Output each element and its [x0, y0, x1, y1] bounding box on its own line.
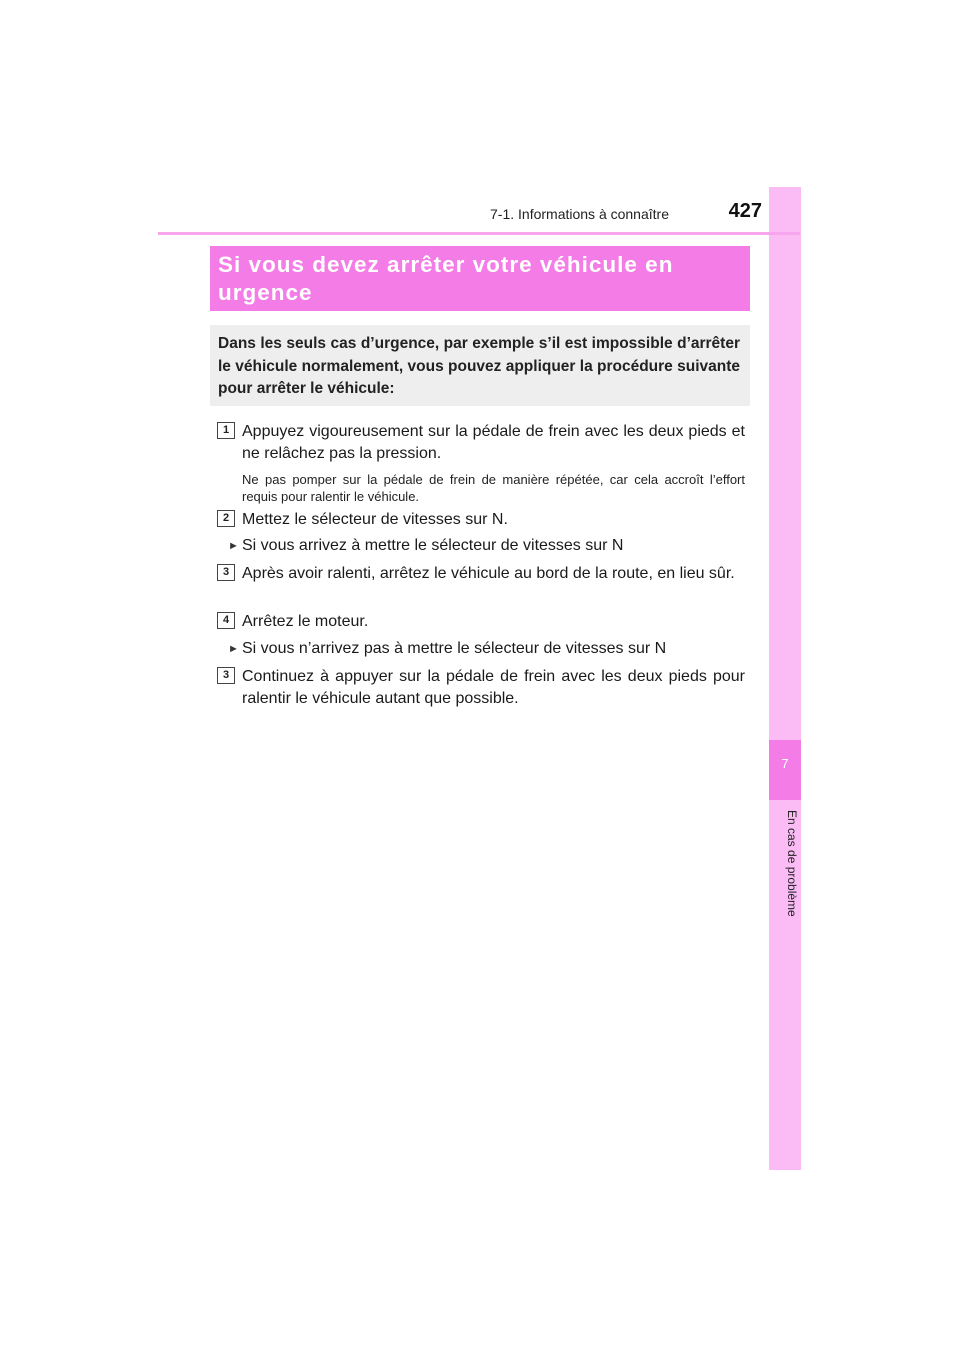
step-badge-3b: 3 — [217, 667, 235, 684]
case-a-heading: Si vous arrivez à mettre le sélecteur de vitesses sur N — [242, 537, 624, 554]
step-badge-3: 3 — [217, 564, 235, 581]
step-badge-2: 2 — [217, 510, 235, 527]
header-divider — [158, 232, 800, 235]
chapter-title: En cas de problème — [785, 810, 799, 917]
step-badge-1: 1 — [217, 422, 235, 439]
step-1-note: Ne pas pomper sur la pédale de frein de manière répétée, car cela accroît l’effort requis pour ralentir le véhicule. — [242, 472, 745, 504]
chapter-number: 7 — [781, 756, 789, 771]
section-title-line-1: Si vous devez arrêter votre véhicule en — [218, 252, 674, 277]
step-3b-text: Continuez à appuyer sur la pédale de frein avec les deux pieds pour ralentir le véhicule autant que possible. — [242, 668, 745, 707]
section-title-box — [210, 246, 750, 311]
step-3-text: Après avoir ralenti, arrêtez le véhicule au bord de la route, en lieu sûr. — [242, 565, 735, 582]
case-b-heading: Si vous n’arrivez pas à mettre le sélecteur de vitesses sur N — [242, 640, 667, 657]
step-badge-4: 4 — [217, 612, 235, 629]
intro-box — [210, 325, 750, 406]
triangle-bullet-icon: ► — [228, 643, 239, 655]
step-4-text: Arrêtez le moteur. — [242, 613, 369, 630]
triangle-bullet-icon: ► — [228, 540, 239, 552]
section-title-line-2: urgence — [218, 280, 313, 305]
section-heading: 7-1. Informations à connaître — [490, 206, 669, 222]
page-number: 427 — [728, 200, 762, 222]
step-1-text: Appuyez vigoureusement sur la pédale de frein avec les deux pieds et ne relâchez pas la pression. — [242, 423, 745, 462]
intro-text: Dans les seuls cas d’urgence, par exemple s’il est impossible d’arrêter le véhicule normalement, vous pouvez appliquer la procédure suivante pour arrêter le véhicule: — [218, 335, 740, 397]
chapter-side-tab — [769, 187, 801, 1170]
step-2-text: Mettez le sélecteur de vitesses sur N. — [242, 511, 508, 528]
